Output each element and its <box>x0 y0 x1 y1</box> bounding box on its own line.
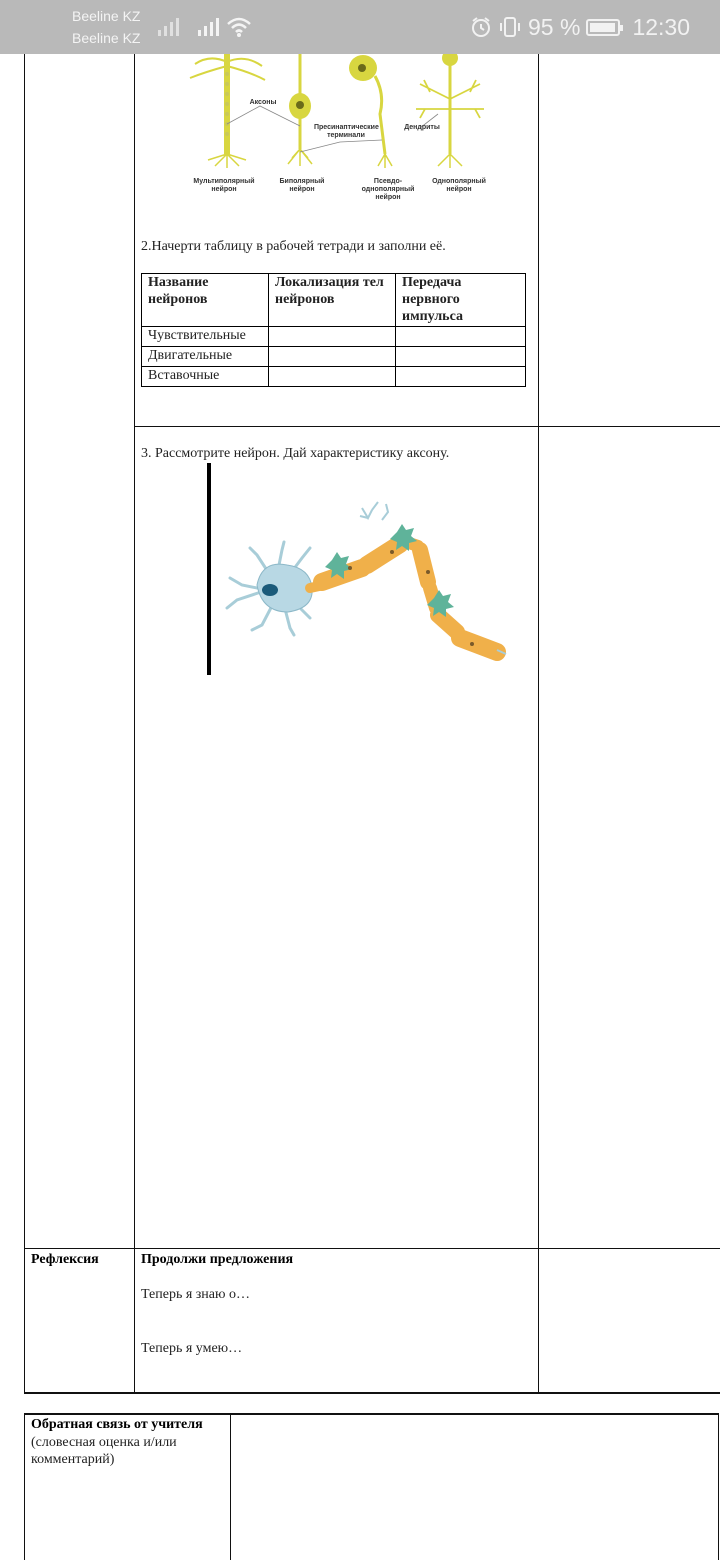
table-cell: Двигательные <box>142 347 269 367</box>
feedback-subtitle: (словесная оценка и/или комментарий) <box>31 1435 177 1467</box>
table-header: Название нейронов <box>142 274 269 327</box>
task2-text: 2.Начерти таблицу в рабочей тетради и заполни её. <box>141 239 446 254</box>
caption-unipolar: Однополярный нейрон <box>432 178 486 193</box>
status-bar <box>0 0 720 54</box>
nucleus <box>262 584 278 596</box>
table-row <box>142 347 526 367</box>
battery-percent: 95 % <box>528 13 581 40</box>
label-presynaptic-terminals: Пресинаптические терминали <box>314 124 379 139</box>
reflection-line-1: Теперь я знаю о… <box>141 1287 250 1302</box>
table-cell <box>269 367 396 387</box>
pseudounipolar-neuron <box>349 55 392 168</box>
table-row <box>142 367 526 387</box>
table-cell <box>396 347 526 367</box>
status-icons <box>470 12 690 42</box>
myelin-sheath <box>322 542 497 652</box>
caption-pseudounipolar: Псевдо-однополярный нейрон <box>361 178 415 201</box>
neuron-table <box>141 273 526 387</box>
feedback-title: Обратная связь от учителя <box>31 1417 203 1432</box>
caption-bipolar: Биполярный нейрон <box>279 178 325 193</box>
row-divider <box>134 426 720 427</box>
table-cell: Вставочные <box>142 367 269 387</box>
neuron-types-image <box>180 54 500 174</box>
feedback-table-right <box>718 1413 719 1560</box>
black-vertical-bar <box>207 463 211 675</box>
alarm-icon <box>470 16 492 38</box>
wifi-icon <box>226 16 252 38</box>
glial-cells <box>325 524 454 617</box>
table-cell <box>396 367 526 387</box>
feedback-table-top <box>24 1413 719 1415</box>
row-divider <box>24 1248 720 1249</box>
multipolar-neuron <box>190 54 265 168</box>
carrier-2: Beeline KZ <box>72 30 141 46</box>
bipolar-neuron <box>288 54 312 166</box>
battery-icon <box>586 19 620 36</box>
vibrate-icon <box>498 16 522 38</box>
feedback-table-divider <box>230 1413 231 1560</box>
table-cell <box>269 347 396 367</box>
table-column-divider <box>134 54 135 1393</box>
table-border-bottom <box>24 1392 720 1394</box>
caption-multipolar: Мультиполярный нейрон <box>193 178 255 193</box>
signal-icon <box>197 16 221 38</box>
table-header-row <box>142 274 526 327</box>
task3-text: 3. Рассмотрите нейрон. Дай характеристику аксону. <box>141 446 450 461</box>
table-column-divider <box>538 54 539 1393</box>
table-cell <box>269 327 396 347</box>
table-border-left <box>24 54 25 1393</box>
label-axons: Аксоны <box>249 99 277 106</box>
label-dendrites: Дендриты <box>404 124 440 131</box>
reflection-title: Продолжи предложения <box>141 1252 294 1267</box>
reflection-line-2: Теперь я умею… <box>141 1341 243 1356</box>
table-row <box>142 327 526 347</box>
clock: 12:30 <box>632 13 690 40</box>
table-cell <box>396 327 526 347</box>
unipolar-neuron <box>416 54 484 168</box>
signal-icon <box>157 16 181 38</box>
table-cell: Чувствительные <box>142 327 269 347</box>
feedback-table-left <box>24 1413 25 1560</box>
neuron-image <box>222 490 512 670</box>
table-header: Локализация тел нейронов <box>269 274 396 327</box>
carrier-1: Beeline KZ <box>72 8 141 24</box>
table-header: Передача нервного импульса <box>396 274 526 327</box>
reflection-label: Рефлексия <box>31 1252 99 1267</box>
